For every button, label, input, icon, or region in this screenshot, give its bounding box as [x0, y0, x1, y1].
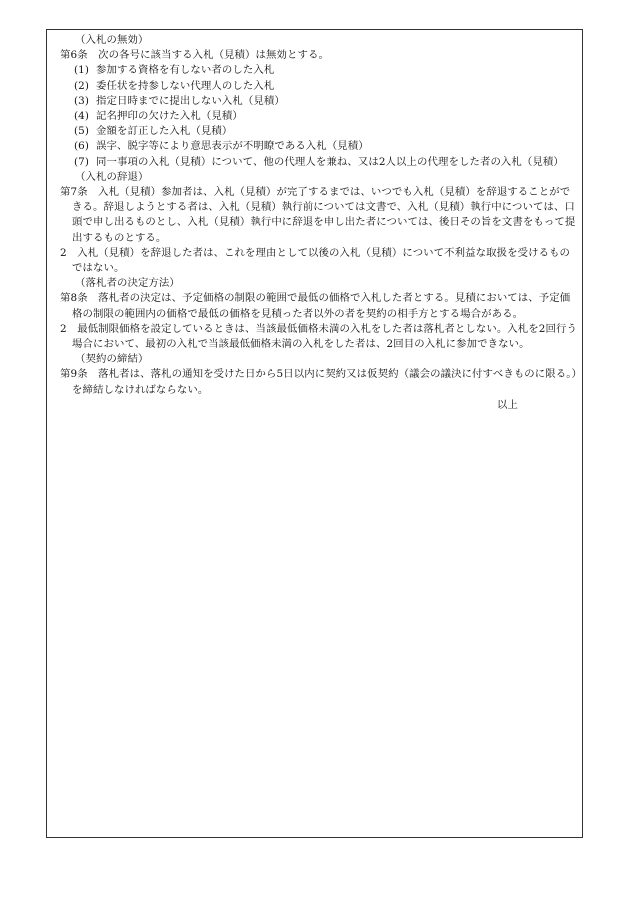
item-text: 参加する資格を有しない者のした入札 — [96, 64, 275, 77]
item-number: (7) — [74, 155, 90, 168]
article-8-text: 第8条 落札者の決定は、予定価格の制限の範囲で最低の価格で入札した者とする。見積においては、予定価格の制限の範囲内の価格で最低の価格を見積った者以外の者を契約の相手方とする場合がある。 — [60, 292, 571, 320]
list-item — [60, 63, 578, 78]
item-number: (4) — [74, 110, 90, 123]
item-number: (2) — [74, 79, 90, 92]
item-text: 誤字、脱字等により意思表示が不明瞭である入札（見積） — [96, 140, 369, 153]
list-item — [60, 79, 578, 94]
item-text: 同一事項の入札（見積）について、他の代理人を兼ね、又は2人以上の代理をした者の入札（見積） — [96, 155, 564, 168]
list-item — [60, 109, 578, 124]
article-7-paragraph-2: 2 入札（見積）を辞退した者は、これを理由として以後の入札（見積）について不利益な取扱を受けるものではない。 — [60, 246, 571, 275]
item-text: 指定日時までに提出しない入札（見積） — [96, 94, 285, 107]
list-item — [60, 94, 578, 109]
document-body — [60, 33, 578, 413]
list-item — [60, 124, 578, 139]
article-6-text: 第6条 次の各号に該当する入札（見積）は無効とする。 — [60, 49, 329, 62]
article-6-heading: （入札の無効） — [75, 34, 149, 46]
item-number: (5) — [74, 125, 90, 138]
article-6-items — [60, 63, 578, 169]
article-8-paragraph-2: 2 最低制限価格を設定しているときは、当該最低価格未満の入札をした者は落札者としない。入札を2回行う場合において、最初の入札で当該最低価格未満の入札をした者は、2回目の入札に参加できない。 — [60, 322, 577, 351]
list-item — [60, 155, 578, 170]
article-9-heading: （契約の締結） — [75, 353, 149, 366]
article-8-heading: （落札者の決定方法） — [75, 277, 180, 290]
item-text: 委任状を持参しない代理人のした入札 — [96, 79, 275, 92]
item-number: (3) — [74, 94, 90, 107]
item-text: 記名押印の欠けた入札（見積） — [96, 110, 243, 123]
item-number: (6) — [74, 140, 90, 153]
item-text: 金額を訂正した入札（見積） — [96, 125, 233, 138]
closing-mark: 以上 — [497, 398, 518, 411]
article-7-heading: （入札の辞退） — [75, 170, 149, 183]
item-number: (1) — [74, 64, 90, 77]
list-item — [60, 139, 578, 154]
article-9-text: 第9条 落札者は、落札の通知を受けた日から5日以内に契約又は仮契約（議会の議決に付すべきものに限る。）を締結しなければならない。 — [60, 368, 577, 396]
article-7-text: 第7条 入札（見積）参加者は、入札（見積）が完了するまでは、いつでも入札（見積）を辞退することができる。辞退しようとする者は、入札（見積）執行前については文書で、入札（見積）執行中については、口頭で申し出るものとし、入札（見積）執行中に辞退を申し出た者については、後日その旨を文書をもって提出するものとする。 — [60, 186, 576, 244]
